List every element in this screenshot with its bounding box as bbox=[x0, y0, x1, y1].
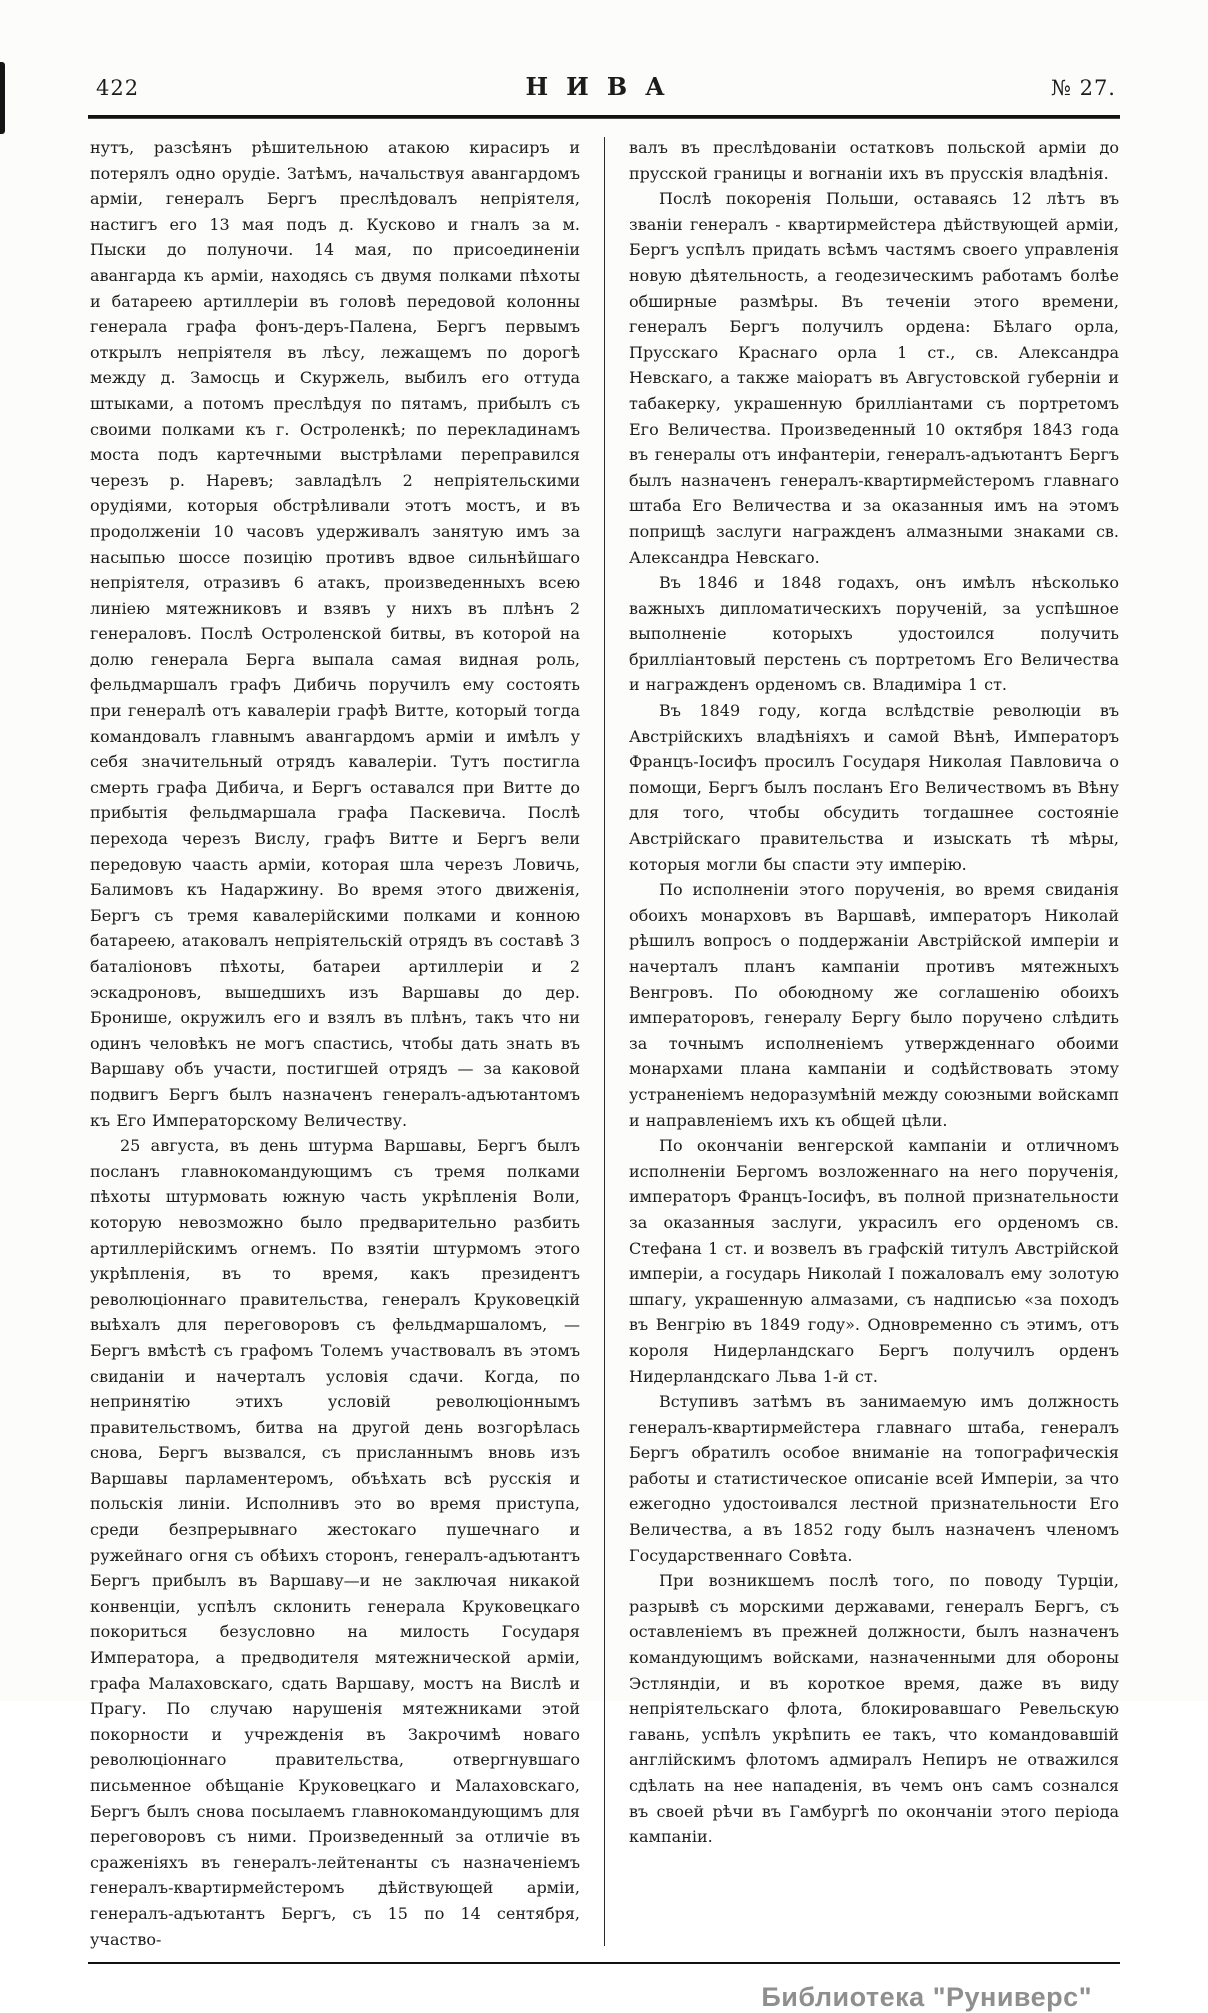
paragraph: По исполненіи этого порученія, во время свиданія обоихъ монарховъ въ Варшавѣ, императоръ Николай рѣшилъ вопросъ о поддержаніи Австрійской имперіи и начерталъ планъ кампаніи противъ мятежныхъ Венгровъ. По обоюдному же соглашенію обоихъ императоровъ, генералу Бергу было поручено слѣдить за точнымъ исполненіемъ утвержденнаго обоими монархами плана кампаніи и содѣйствовать этому устраненіемъ недоразумѣній между союзными войскамп и направленіемъ ихъ къ общей цѣли. bbox=[629, 880, 1120, 1130]
article-body bbox=[0, 119, 1208, 1952]
paragraph: 25 августа, въ день штурма Варшавы, Бергъ былъ посланъ главнокомандующимъ съ тремя полками пѣхоты штурмовать южную часть укрѣпленія Воли, которую невозможно было предварительно разбить артиллерійскимъ огнемъ. По взятіи штурмомъ этого укрѣпленія, въ то время, какъ президентъ революціоннаго правительства, генералъ Круковецкій выѣхалъ для переговоровъ съ фельдмаршаломъ, — Бергъ вмѣстѣ съ графомъ Толемъ участвовалъ въ этомъ свиданіи и начерталъ условія сдачи. Когда, по непринятію этихъ условій революціоннымъ правительствомъ, битва на другой день возгорѣлась снова, Бергъ вызвался, съ присланнымъ вновь изъ Варшавы парламентеромъ, объѣхать всѣ русскія и польскія линіи. Исполнивъ это во время приступа, среди безпрерывнаго жестокаго пушечнаго и ружейнаго огня съ обѣихъ сторонъ, генералъ-адъютантъ Бергъ прибылъ въ Варшаву—и не заключая никакой конвенціи, успѣлъ склонить генерала Круковецкаго покориться безусловно на милость Государя Императора, а предводителя мятежнической арміи, графа Малаховскаго, сдать Варшаву, мостъ на Вислѣ и Прагу. По случаю нарушенія мятежниками этой покорности и учрежденія въ Закрочимѣ новаго революціоннаго правительства, отвергнувшаго письменное обѣщаніе Круковецкаго и Малаховскаго, Бергъ былъ снова посылаемъ главнокомандующимъ для переговоровъ съ ними. Произведенный за отличіе въ сраженіяхъ въ генералъ-лейтенанты съ назначеніемъ генералъ-квартирмейстеромъ дѣйствующей арміи, генералъ-адъютантъ Бергъ, съ 15 по 14 сентября, участво- bbox=[90, 1136, 580, 1949]
paragraph: Въ 1846 и 1848 годахъ, онъ имѣлъ нѣсколько важныхъ дипломатическихъ порученій, за успѣшное выполненіе которыхъ удостоился получить брилліантовый перстень съ портретомъ Его Величества и награжденъ орденомъ св. Владиміра 1 ст. bbox=[629, 573, 1119, 695]
watermark-row bbox=[0, 1964, 1208, 2013]
page-number: 422 bbox=[96, 76, 140, 100]
paragraph: валъ въ преслѣдованіи остатковъ польской арміи до прусской границы и вогнаніи ихъ въ прусскія владѣнія. bbox=[629, 138, 1119, 183]
page-header bbox=[0, 0, 1208, 101]
paragraph: Вступивъ затѣмъ въ занимаемую имъ должность генералъ-квартирмейстера главнаго штаба, генералъ Бергъ обратилъ особое вниманіе на топографическія работы и статистическое описаніе всей Имперіи, за что ежегодно удостоивался лестной признательности Его Величества, а въ 1852 году былъ назначенъ членомъ Государственнаго Совѣта. bbox=[629, 1392, 1119, 1565]
paragraph: нутъ, разсѣянъ рѣшительною атакою кирасиръ и потерялъ одно орудіе. Затѣмъ, начальствуя авангардомъ арміи, генералъ Бергъ преслѣдовалъ непріятеля, настигъ его 13 мая подъ д. Кусково и гналъ за м. Пыски до полуночи. 14 мая, по присоединеніи авангарда къ арміи, находясь съ двумя полками пѣхоты и батареею артиллеріи въ головѣ передовой колонны генерала графа фонъ-деръ-Палена, Бергъ первымъ открылъ непріятеля въ лѣсу, лежащемъ по дорогѣ между д. Замосць и Скуржель, выбилъ его оттуда штыками, а потомъ преслѣдуя по пятамъ, прибылъ съ своими полками къ г. Остроленкѣ; по перекладинамъ моста подъ картечными выстрѣлами переправился черезъ р. Наревъ; завладѣлъ 2 непріятельскими орудіями, которыя обстрѣливали этотъ мостъ, и въ продолженіи 10 часовъ удерживалъ занятую имъ за насыпью шоссе позицію противъ вдвое сильнѣйшаго непріятеля, отразивъ 6 атакъ, произведенныхъ всею линіею мятежниковъ и взявъ у нихъ въ плѣнъ 2 генераловъ. Послѣ Остроленской битвы, въ которой на долю генерала Берга выпала самая видная роль, фельдмаршалъ графъ Дибичь поручилъ ему состоять при генералѣ отъ кавалеріи графѣ Витте, который тогда командовалъ главнымъ авангардомъ арміи и имѣлъ у себя значительный отрядъ кавалеріи. Тутъ постигла смерть графа Дибича, и Бергъ оставался при Витте до прибытія фельдмаршала графа Паскевича. Послѣ перехода черезъ Вислу, графъ Витте и Бергъ вели передовую чаасть арміи, которая шла черезъ Ловичь, Балимовъ къ Надаржину. Во время этого движенія, Бергъ съ тремя кавалерійскими полками и конною батареею, атаковалъ непріятельскій отрядъ въ составѣ 3 баталіоновъ пѣхоты, батареи артиллеріи и 2 эскадроновъ, вышедшихъ изъ Варшавы до дер. Бронише, окружилъ его и взялъ въ плѣнъ, такъ что ни одинъ человѣкъ не могъ спастись, чтобы дать знать въ Варшаву объ участи, постигшей отрядъ — за каковой подвигъ Бергъ былъ назначенъ генералъ-адъютантомъ къ Его Императорскому Величеству. bbox=[90, 138, 580, 1130]
left-column bbox=[90, 135, 580, 1952]
issue-number: № 27. bbox=[1051, 76, 1116, 100]
column-divider bbox=[604, 137, 605, 1946]
magazine-title: НИВА bbox=[525, 72, 683, 101]
right-column bbox=[629, 135, 1119, 1952]
paragraph: По окончаніи венгерской кампаніи и отличномъ исполненіи Бергомъ возложеннаго на него порученія, императоръ Францъ-Іосифъ, въ полной признательности за оказанныя заслуги, украсилъ его орденомъ св. Стефана 1 ст. и возвелъ въ графскій титулъ Австрійской имперіи, а государь Николай I пожаловалъ ему золотую шпагу, украшенную алмазами, съ надписью «за походъ въ Венгрію въ 1849 году». Одновременно съ этимъ, отъ короля Нидерландскаго Бергъ получилъ орденъ Нидерландскаго Льва 1-й ст. bbox=[629, 1136, 1119, 1386]
paragraph: Въ 1849 году, когда вслѣдствіе революціи въ Австрійскихъ владѣніяхъ и самой Вѣнѣ, Императоръ Францъ-Іосифъ просилъ Государя Николая Павловича о помощи, Бергъ былъ посланъ Его Величествомъ въ Вѣну для того, чтобы обсудить тогдашнее состояніе Австрійскаго правительства и изыскать тѣ мѣры, которыя могли бы спасти эту имперію. bbox=[629, 701, 1119, 874]
scan-edge-artifact bbox=[0, 62, 5, 134]
paragraph: При возникшемъ послѣ того, по поводу Турціи, разрывѣ съ морскими державами, генералъ Бергъ, съ оставленіемъ въ прежней должности, былъ назначенъ командующимъ войсками, назначенными для обороны Эстляндіи, и въ короткое время, даже въ виду непріятельскаго флота, блокировавшаго Ревельскую гавань, успѣлъ укрѣпить ее такъ, что командовавшій англійскимъ флотомъ адмиралъ Непиръ не отважился сдѣлать на нее нападенія, въ чемъ онъ самъ сознался въ своей рѣчи въ Гамбургѣ по окончаніи этого періода кампаніи. bbox=[629, 1571, 1119, 1847]
paragraph: Послѣ покоренія Польши, оставаясь 12 лѣтъ въ званіи генералъ - квартирмейстера дѣйствующей арміи, Бергъ успѣлъ придать всѣмъ частямъ своего управленія новую дѣятельность, а геодезическимъ работамъ болѣе обширные размѣры. Въ теченіи этого времени, генералъ Бергъ получилъ ордена: Бѣлаго орла, Прусскаго Краснаго орла 1 ст., св. Александра Невскаго, а также маіоратъ въ Августовской губерніи и табакерку, украшенную брилліантами съ портретомъ Его Величества. Произведенный 10 октября 1843 года въ генералы отъ инфантеріи, генералъ-адъютантъ Бергъ былъ назначенъ генералъ-квартирмейстеромъ главнаго штаба Его Величества и за оказанныя имъ на этомъ поприщѣ заслуги награжденъ алмазными знаками св. Александра Невскаго. bbox=[629, 189, 1119, 567]
library-watermark: Библиотека "Руниверс" bbox=[761, 1982, 1092, 2013]
